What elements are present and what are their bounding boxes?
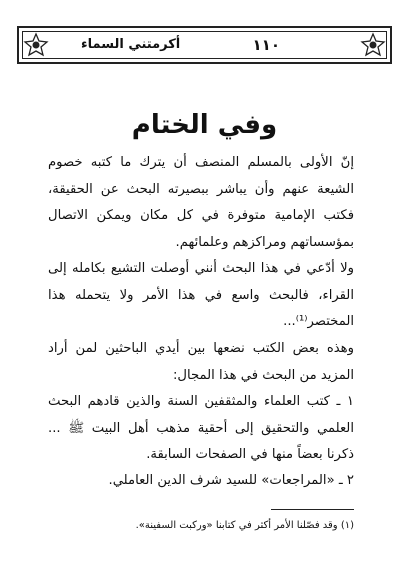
section-title: وفي الختام	[131, 110, 278, 140]
list-item	[48, 468, 354, 495]
list-item-number: ٢ ـ	[338, 473, 354, 488]
page-number: ١١٠	[252, 36, 280, 54]
paragraph: إنّ الأولى بالمسلم المنصف أن يترك ما كتبه خصوم الشيعة عنهم وأن يباشر ببصيرته البحث عن الحقيقة، فكتب الإمامية متوفرة في كل مكان ويمكن الاتصال بمؤسساتهم ومراكزهم وعلمائهم.	[48, 155, 354, 250]
list-item-number: ١ ـ	[336, 394, 354, 409]
paragraph: وهذه بعض الكتب نضعها بين أيدي الباحثين لمن أراد المزيد من البحث في هذا المجال:	[48, 341, 354, 383]
ornament-icon	[23, 32, 49, 58]
page-header	[17, 26, 392, 64]
list-item	[48, 389, 354, 469]
list-item-text: كتب العلماء والمثقفين السنة والذين قادهم البحث العلمي والتحقيق إلى أحقية مذهب أهل البيت ﷺ ... ذكرنا بعضاً منها في الصفحات السابقة.	[48, 394, 354, 462]
paragraph: ولا أدّعي في هذا البحث أنني أوصلت التشيع بكامله إلى القراء، فالبحث واسع في هذا الأمر ولا يتحمله هذا المختصر⁽¹⁾...	[48, 261, 354, 329]
book-title: أكرمتني السماء	[81, 37, 181, 52]
list-item-text: «المراجعات» للسيد شرف الدين العاملي.	[108, 473, 335, 488]
footnote: (١) وقد فصّلنا الأمر أكثر في كتابنا «وركبت السفينة».	[135, 520, 354, 531]
footnote-divider	[271, 509, 354, 510]
ornament-icon	[360, 32, 386, 58]
